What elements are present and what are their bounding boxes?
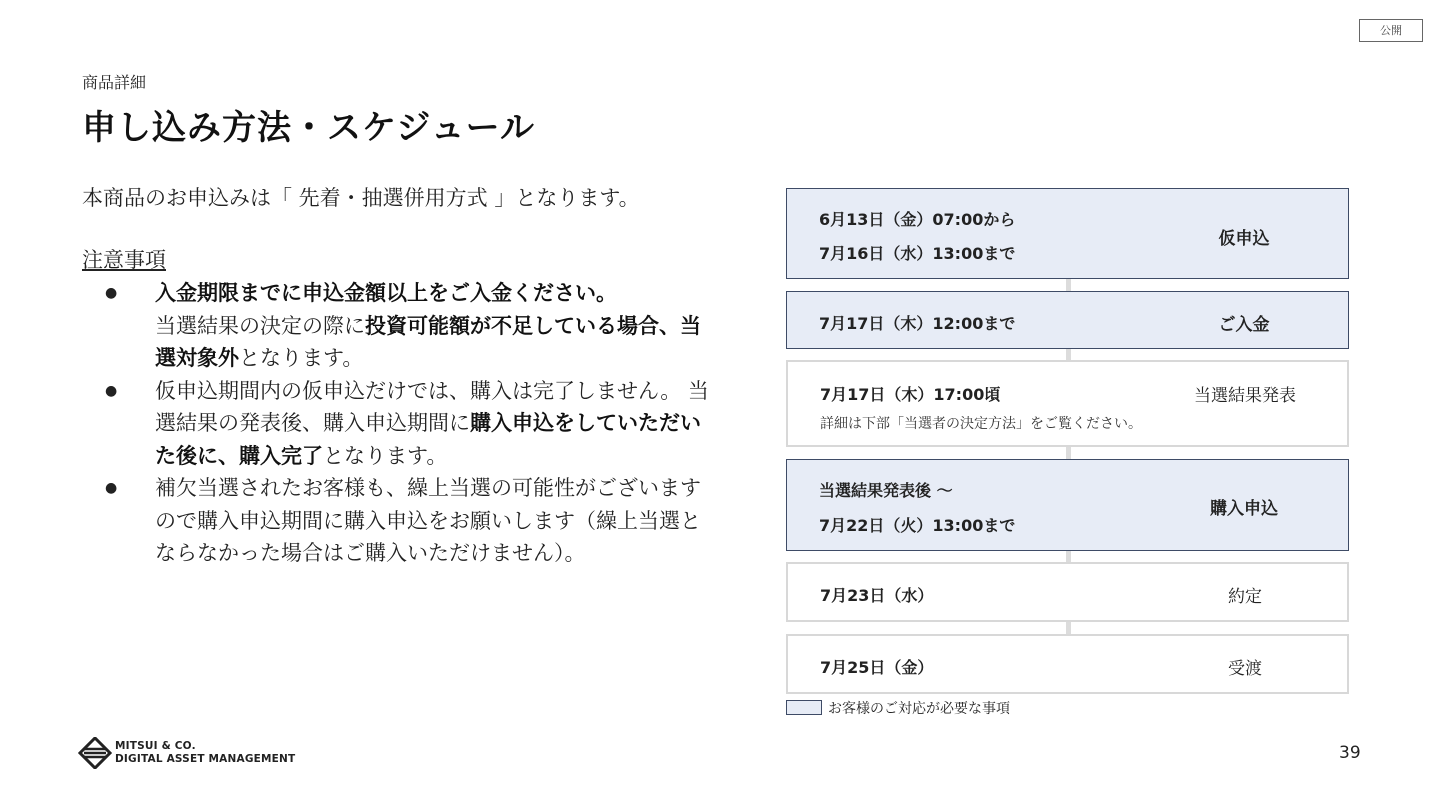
breadcrumb: 商品詳細 — [82, 73, 147, 92]
schedule-row-delivery — [786, 634, 1349, 694]
note-text: 当選結果の決定の際に — [155, 313, 365, 338]
schedule-date: 7月23日（水） — [820, 586, 934, 605]
note-item — [100, 277, 712, 375]
bullet-icon: ● — [105, 382, 118, 399]
schedule-date: 7月16日（水）13:00まで — [819, 244, 1016, 263]
schedule-row-purchase-application — [786, 459, 1349, 551]
page-title: 申し込み方法・スケジュール — [82, 108, 535, 148]
schedule-row-provisional-application — [786, 188, 1349, 279]
logo-text: DIGITAL ASSET MANAGEMENT — [115, 753, 296, 765]
note-item — [100, 375, 712, 473]
bullet-icon: ● — [105, 285, 118, 301]
schedule-step-label: 約定 — [1228, 587, 1262, 607]
note-item — [100, 472, 712, 570]
schedule-date: 6月13日（金）07:00から — [819, 210, 1016, 229]
public-badge: 公開 — [1359, 19, 1423, 42]
schedule-step-label: 当選結果発表 — [1194, 386, 1296, 406]
page-number: 39 — [1339, 743, 1361, 763]
schedule-step-label: ご入金 — [1218, 315, 1270, 335]
legend-swatch — [786, 700, 822, 715]
logo-text: MITSUI & CO. — [115, 740, 196, 752]
notes-heading: 注意事項 — [82, 248, 166, 272]
note-text: 仮申込期間内の仮申込だけでは、購入は完了しません。 当選結果の発表後、購入申込期間に — [155, 378, 709, 435]
schedule-date: 7月17日（木）12:00まで — [819, 314, 1016, 333]
note-bold-text: 購入申込をしていただいた後に、購入完了 — [155, 411, 701, 468]
schedule-date: 7月17日（木）17:00頃 — [820, 385, 1001, 404]
notes-list — [100, 277, 712, 570]
bullet-icon: ● — [105, 480, 118, 496]
note-text: となります。 — [323, 443, 448, 468]
legend-text: お客様のご対応が必要な事項 — [828, 701, 1010, 717]
note-text: となります。 — [239, 346, 364, 370]
schedule-step-label: 受渡 — [1228, 659, 1262, 679]
schedule-row-payment — [786, 291, 1349, 349]
note-text: 補欠当選されたお客様も、繰上当選の可能性がございますので購入申込期間に購入申込をお願いします（繰上当選とならなかった場合はご購入いただけません）。 — [155, 476, 701, 565]
note-bold-text: 入金期限までに申込金額以上をご入金ください。 — [155, 281, 617, 305]
mitsui-logo-icon — [78, 737, 112, 773]
schedule-date: 当選結果発表後 〜 — [819, 481, 953, 500]
company-logo — [78, 737, 296, 771]
schedule-row-results — [786, 360, 1349, 447]
schedule-date: 7月25日（金） — [820, 658, 934, 677]
schedule-timeline — [786, 188, 1349, 688]
schedule-note: 詳細は下部「当選者の決定方法」をご覧ください。 — [820, 416, 1142, 432]
note-bold-text: 投資可能額が不足している場合、当選対象外 — [155, 313, 701, 370]
schedule-step-label: 仮申込 — [1218, 229, 1270, 249]
lead-text: 本商品のお申込みは「 先着・抽選併用方式 」となります。 — [82, 186, 640, 210]
schedule-row-execution — [786, 562, 1349, 622]
schedule-step-label: 購入申込 — [1210, 499, 1278, 519]
schedule-date: 7月22日（火）13:00まで — [819, 516, 1016, 535]
